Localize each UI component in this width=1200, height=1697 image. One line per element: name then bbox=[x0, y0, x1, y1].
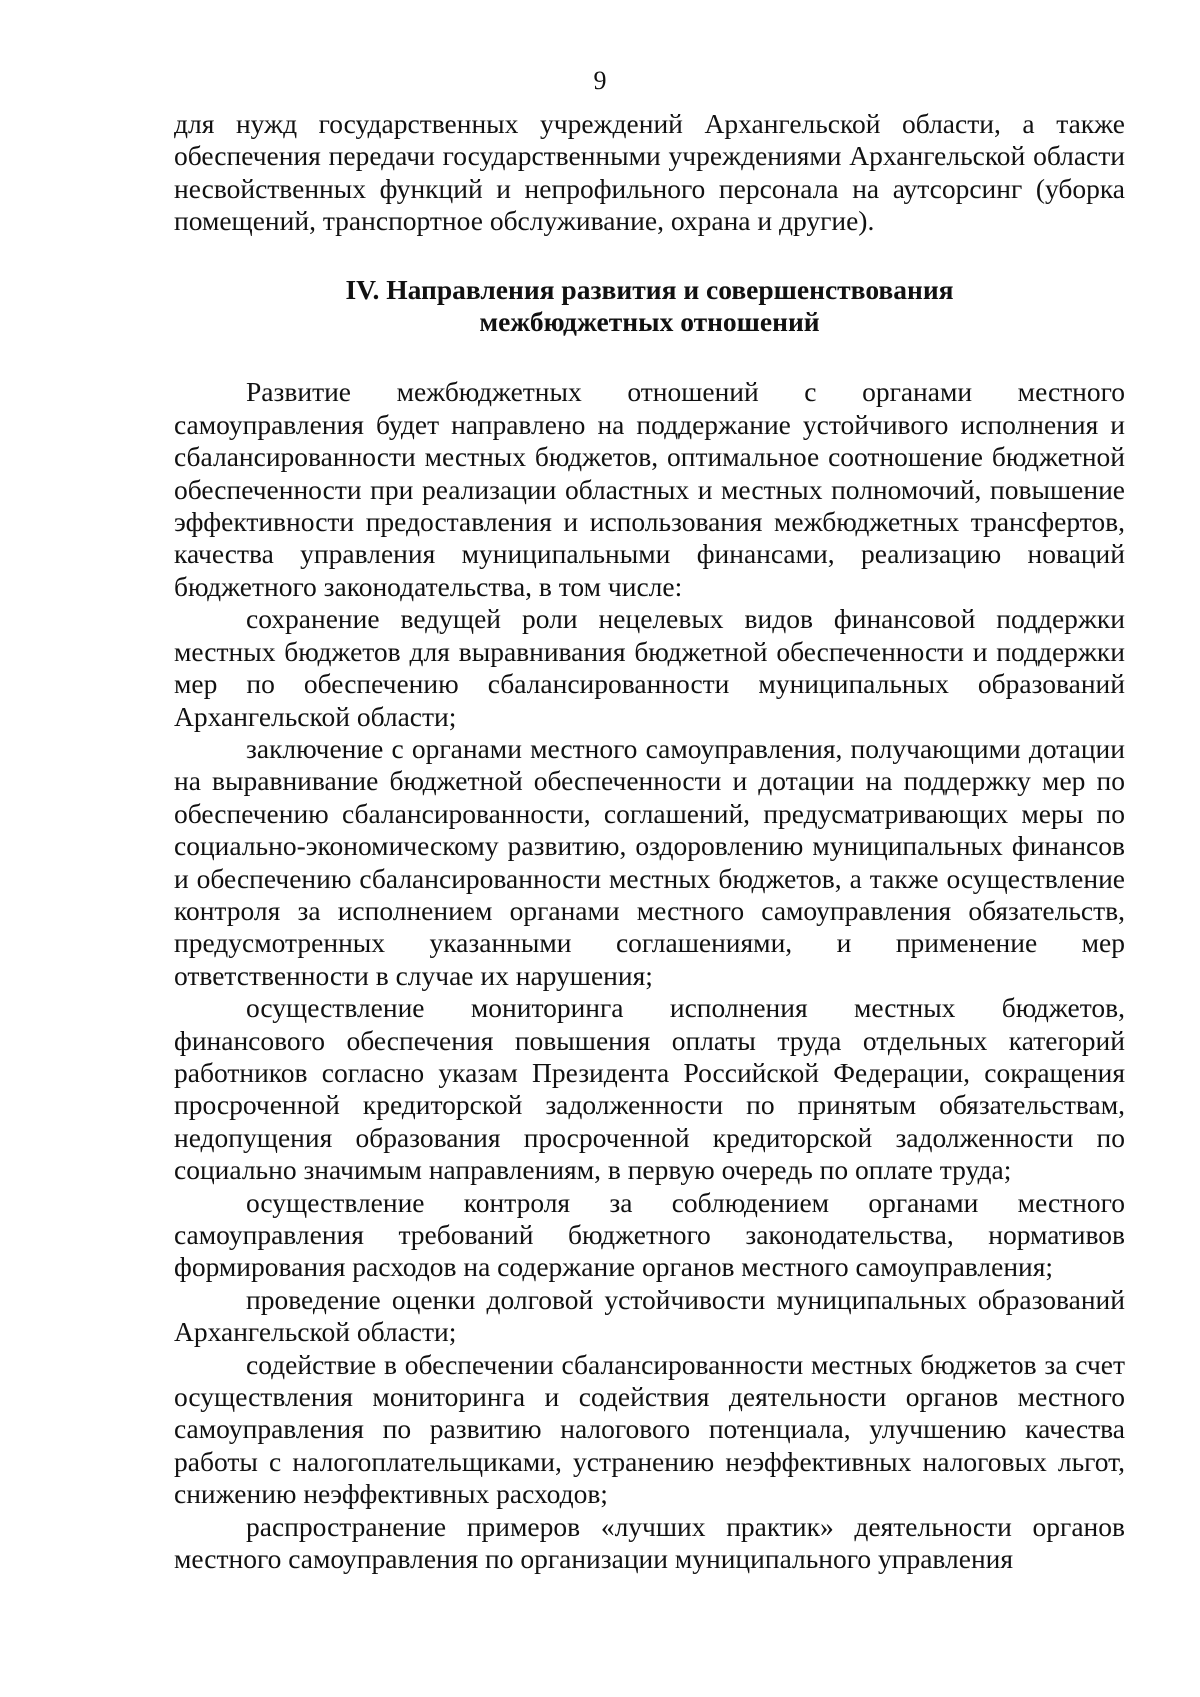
intro-paragraph: для нужд государственных учреждений Архангельской области, а также обеспечения передачи государственными учреждениями Архангельской области несвойственных функций и непрофильного персонала на аутсорсинг (уборка помещений, транспортное обслуживание, охрана и другие). bbox=[174, 108, 1125, 237]
paragraph: осуществление мониторинга исполнения местных бюджетов, финансового обеспечения повышения оплаты труда отдельных категорий работников согласно указам Президента Российской Федерации, сокращения просроченной кредиторской задолженности по принятым обязательствам, недопущения образования просроченной кредиторской задолженности по социально значимым направлениям, в первую очередь по оплате труда; bbox=[174, 992, 1125, 1186]
section-title-line-1: IV. Направления развития и совершенствования bbox=[345, 273, 954, 305]
paragraph: заключение с органами местного самоуправления, получающими дотации на выравнивание бюджетной обеспеченности и дотации на поддержку мер по обеспечению сбалансированности, соглашений, предусматривающих меры по социально-экономическому развитию, оздоровлению муниципальных финансов и обеспечению сбалансированности местных бюджетов, а также осуществление контроля за исполнением органами местного самоуправления обязательств, предусмотренных указанными соглашениями, и применение мер ответственности в случае их нарушения; bbox=[174, 732, 1125, 991]
paragraph: проведение оценки долговой устойчивости муниципальных образований Архангельской области; bbox=[174, 1283, 1125, 1348]
page-number: 9 bbox=[593, 66, 607, 95]
paragraph: распространение примеров «лучших практик» деятельности органов местного самоуправления по организации муниципального управления bbox=[174, 1510, 1125, 1575]
paragraph: осуществление контроля за соблюдением органами местного самоуправления требований бюджетного законодательства, нормативов формирования расходов на содержание органов местного самоуправления; bbox=[174, 1186, 1125, 1283]
paragraph: Развитие межбюджетных отношений с органами местного самоуправления будет направлено на поддержание устойчивого исполнения и сбалансированности местных бюджетов, оптимальное соотношение бюджетной обеспеченности при реализации областных и местных полномочий, повышение эффективности предоставления и использования межбюджетных трансфертов, качества управления муниципальными финансами, реализацию новаций бюджетного законодательства, в том числе: bbox=[174, 376, 1125, 602]
section-heading bbox=[174, 274, 1125, 339]
paragraph: сохранение ведущей роли нецелевых видов финансовой поддержки местных бюджетов для выравнивания бюджетной обеспеченности и поддержки мер по обеспечению сбалансированности муниципальных образований Архангельской области; bbox=[174, 603, 1125, 732]
paragraph: содействие в обеспечении сбалансированности местных бюджетов за счет осуществления мониторинга и содействия деятельности органов местного самоуправления по развитию налогового потенциала, улучшению качества работы с налогоплательщиками, устранению неэффективных налоговых льгот, снижению неэффективных расходов; bbox=[174, 1348, 1125, 1510]
document-body bbox=[174, 108, 1125, 1575]
section-title-line-2: межбюджетных отношений bbox=[479, 306, 820, 338]
